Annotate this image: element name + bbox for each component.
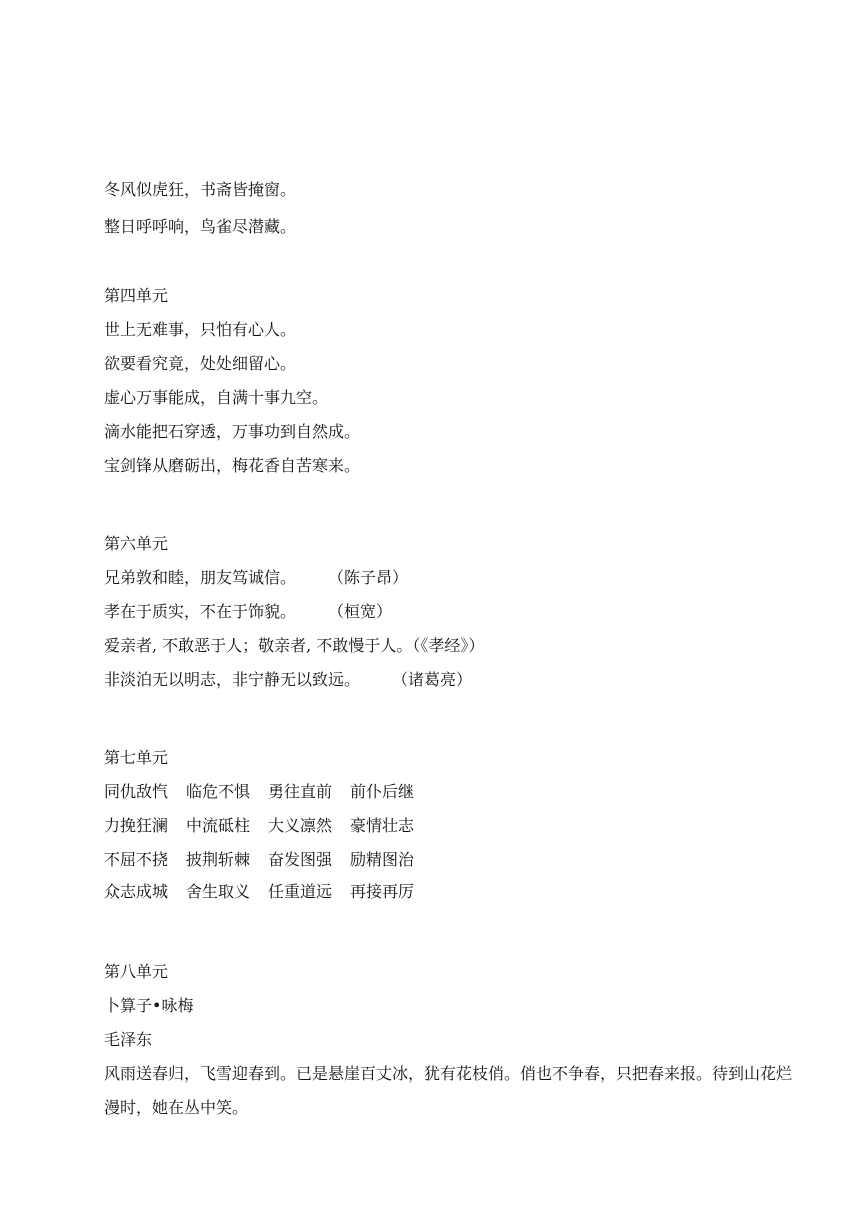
idiom: 不屈不挠 [104, 850, 169, 869]
quote-text: 爱亲者, 不敢恶于人；敬亲者, 不敢慢于人。 [104, 636, 413, 655]
unit4-line-3: 虚心万事能成，自满十事九空。 [104, 388, 329, 407]
unit4-line-1: 世上无难事，只怕有心人。 [104, 320, 297, 339]
quote-source: （诸葛亮） [392, 670, 473, 689]
idiom: 同仇敌忾 [104, 782, 169, 801]
unit7-heading: 第七单元 [104, 748, 169, 767]
idiom: 临危不惧 [186, 782, 251, 801]
quote-source: （陈子昂） [328, 568, 409, 587]
unit4-heading: 第四单元 [104, 286, 169, 305]
idiom-row-4 [104, 882, 414, 902]
unit4-line-4: 滴水能把石穿透，万事功到自然成。 [104, 422, 361, 441]
idiom: 再接再厉 [350, 882, 415, 901]
idiom: 大义凛然 [268, 816, 333, 835]
idiom: 任重道远 [268, 882, 333, 901]
idiom: 舍生取义 [186, 882, 251, 901]
idiom: 前仆后继 [350, 782, 415, 801]
unit6-line-1 [104, 568, 408, 588]
unit6-line-3 [104, 636, 484, 656]
idiom-row-1 [104, 782, 414, 802]
unit6-heading: 第六单元 [104, 534, 169, 553]
idiom-row-3 [104, 850, 414, 870]
unit4-line-5: 宝剑锋从磨砺出，梅花香自苦寒来。 [104, 456, 361, 475]
idiom: 披荆斩棘 [186, 850, 251, 869]
quote-text: 非淡泊无以明志，非宁静无以致远。 [104, 670, 361, 689]
quote-text: 孝在于质实，不在于饰貌。 [104, 602, 297, 621]
idiom: 力挽狂澜 [104, 816, 169, 835]
poem-author: 毛泽东 [104, 1030, 153, 1049]
unit6-line-2 [104, 602, 392, 622]
idiom: 中流砥柱 [186, 816, 251, 835]
idiom-row-2 [104, 816, 414, 836]
poem-title: 卜算子•咏梅 [104, 996, 194, 1015]
unit6-line-4 [104, 670, 472, 690]
idiom: 众志成城 [104, 882, 169, 901]
intro-line-1: 冬风似虎狂，书斋皆掩窗。 [104, 180, 297, 199]
quote-text: 兄弟敦和睦，朋友笃诚信。 [104, 568, 297, 587]
idiom: 励精图治 [350, 850, 415, 869]
idiom: 勇往直前 [268, 782, 333, 801]
poem-text: 风雨送春归，飞雪迎春到。已是悬崖百丈冰，犹有花枝俏。俏也不争春，只把春来报。待到山花烂漫时，她在丛中笑。 [104, 1064, 793, 1117]
idiom: 豪情壮志 [350, 816, 415, 835]
unit8-heading: 第八单元 [104, 962, 169, 981]
unit4-line-2: 欲要看究竟，处处细留心。 [104, 354, 297, 373]
idiom: 奋发图强 [268, 850, 333, 869]
quote-source: （《孝经》） [412, 636, 485, 655]
intro-line-2: 整日呼呼响，鸟雀尽潜藏。 [104, 217, 297, 236]
quote-source: （桓宽） [328, 602, 393, 621]
